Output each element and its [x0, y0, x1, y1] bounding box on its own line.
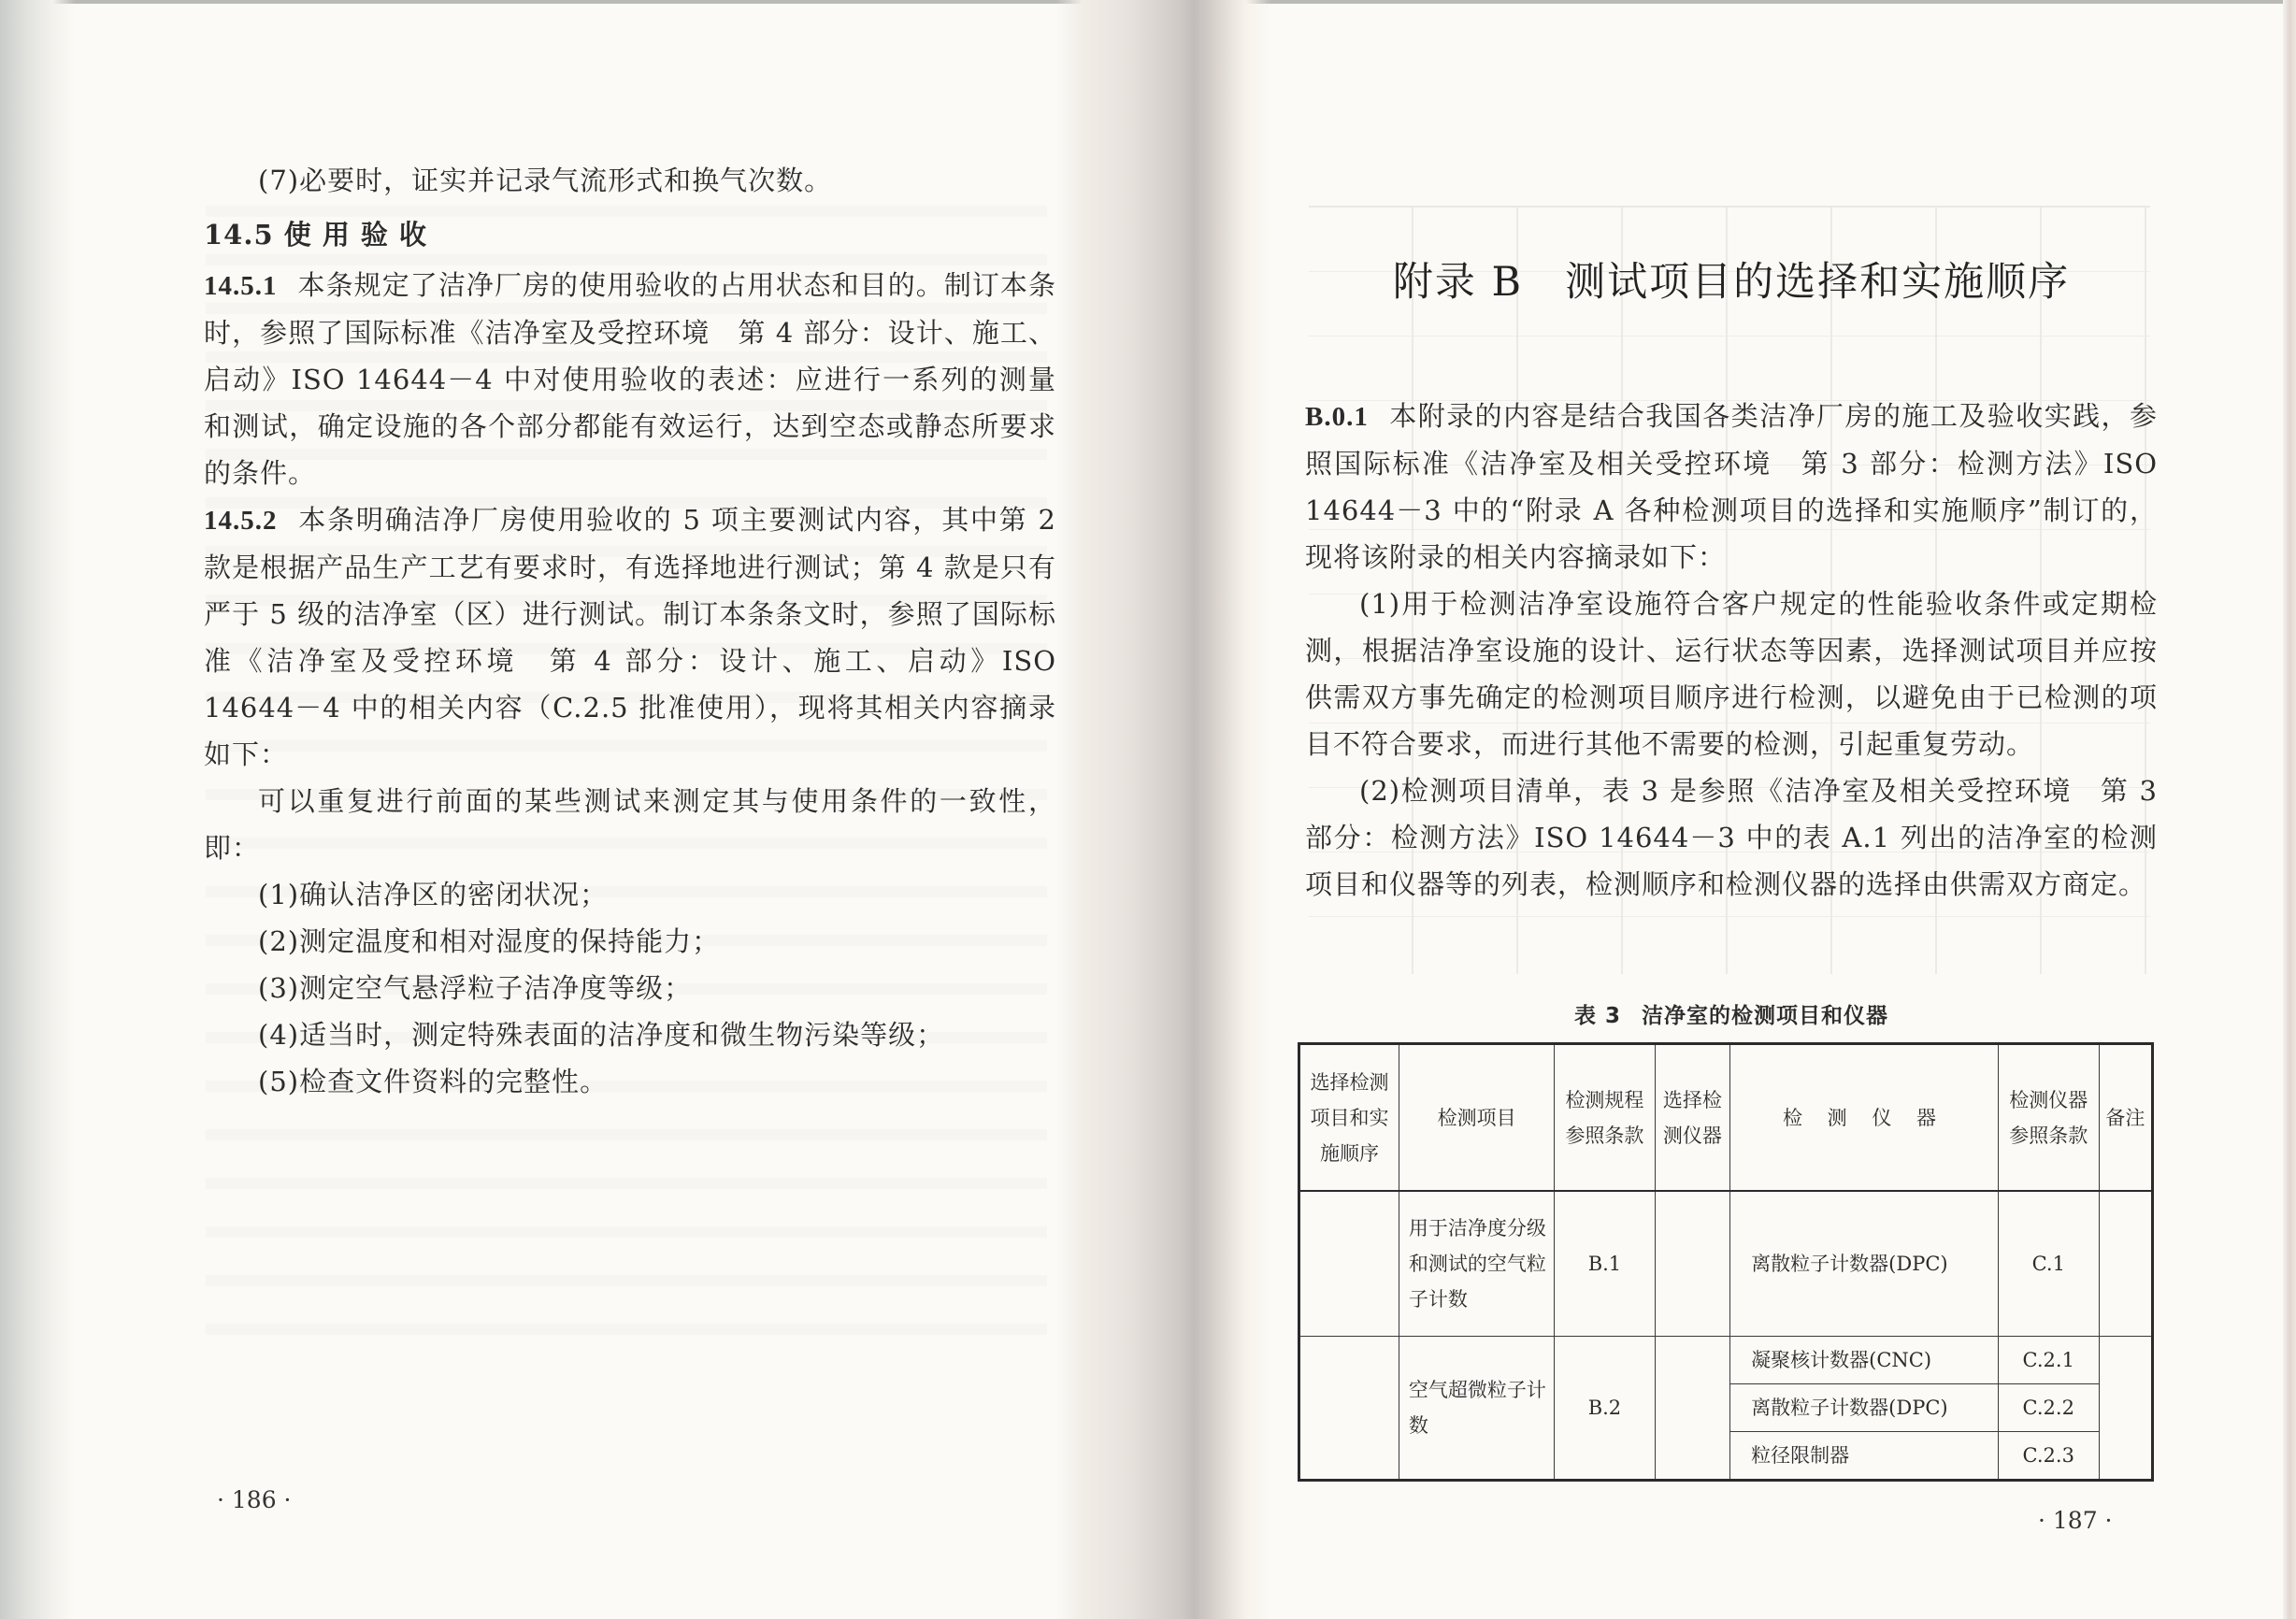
cell-instrument-ref: C.2.3 — [1998, 1432, 2099, 1481]
page-number-right: · 187 · — [2038, 1507, 2113, 1534]
cell-instrument-ref: C.1 — [1998, 1191, 2099, 1337]
table-number: 表 3 — [1573, 1004, 1621, 1028]
right-page-body — [1305, 393, 2158, 908]
cell-item: 空气超微粒子计数 — [1399, 1337, 1554, 1481]
list-item: (3)测定空气悬浮粒子洁净度等级； — [258, 972, 693, 1004]
cell-instrument: 凝聚核计数器(CNC) — [1730, 1337, 1999, 1384]
cell-item: 用于洁净度分级和测试的空气粒子计数 — [1399, 1191, 1554, 1337]
header-instrument-ref: 检测仪器参照条款 — [1998, 1044, 2099, 1192]
cell-procedure-ref: B.2 — [1555, 1337, 1655, 1481]
list-item: (2)测定温度和相对湿度的保持能力； — [258, 925, 721, 957]
header-select: 选择检测仪器 — [1655, 1044, 1730, 1192]
paragraph-2: (2)检测项目清单，表 3 是参照《洁净室及相关受控环境 第 3 部分：检测方法》ISO 14644－3 中的表 A.1 列出的洁净室的检测项目和仪器等的列表，检测顺序和检测仪器的选择由供需双方商定。 — [1305, 775, 2158, 900]
header-note: 备注 — [2099, 1044, 2152, 1192]
cell-order — [1299, 1191, 1399, 1337]
cell-instrument: 粒径限制器 — [1730, 1432, 1999, 1481]
list-item: (1)确认洁净区的密闭状况； — [258, 879, 609, 910]
paragraph-1: (1)用于检测洁净室设施符合客户规定的性能验收条件或定期检测，根据洁净室设施的设计、运行状态等因素，选择测试项目并应按供需双方事先确定的检测项目顺序进行检测，以避免由于已检测的项目不符合要求，而进行其他不需要的检测，引起重复劳动。 — [1305, 588, 2158, 760]
table-title: 洁净室的检测项目和仪器 — [1642, 1004, 1888, 1028]
list-item: (4)适当时，测定特殊表面的洁净度和微生物污染等级； — [258, 1019, 945, 1051]
cell-select — [1655, 1191, 1730, 1337]
cell-note — [2099, 1337, 2152, 1481]
cell-note — [2099, 1191, 2152, 1337]
clause-number: 14.5.1 — [204, 271, 278, 301]
cell-instrument-ref: C.2.2 — [1998, 1384, 2099, 1432]
clause-text: 本条明确洁净厂房使用验收的 5 项主要测试内容，其中第 2 款是根据产品生产工艺有要求时，有选择地进行测试；第 4 款是只有严于 5 级的洁净室（区）进行测试。制订本条条文时，参照了国际标准《洁净室及受控环境 第 4 部分：设计、施工、启动》ISO 14644－4 中的相关内容（C.2.5 批准使用），现将其相关内容摘录如下： — [204, 504, 1056, 770]
header-procedure-ref: 检测规程参照条款 — [1555, 1044, 1655, 1192]
table-header-row — [1299, 1044, 2153, 1192]
cell-select — [1655, 1337, 1730, 1481]
table-row — [1299, 1191, 2153, 1337]
excerpt-intro: 可以重复进行前面的某些测试来测定其与使用条件的一致性，即： — [204, 785, 1056, 864]
clause-number: B.0.1 — [1305, 402, 1369, 432]
clause-b-0-1 — [1305, 393, 2158, 580]
list-item: (5)检查文件资料的完整性。 — [258, 1066, 609, 1097]
table-row — [1299, 1337, 2153, 1384]
clause-text: 本条规定了洁净厂房的使用验收的占用状态和目的。制订本条时，参照了国际标准《洁净室及受控环境 第 4 部分：设计、施工、启动》ISO 14644－4 中对使用验收的表述：应进行一系列的测量和测试，确定设施的各个部分都能有效运行，达到空态或静态所要求的条件。 — [204, 269, 1056, 489]
cell-instrument: 离散粒子计数器(DPC) — [1730, 1191, 1999, 1337]
section-heading: 14.5 使 用 验 收 — [204, 219, 428, 251]
cell-order — [1299, 1337, 1399, 1481]
clause-text: 本附录的内容是结合我国各类洁净厂房的施工及验收实践，参照国际标准《洁净室及相关受控环境 第 3 部分：检测方法》ISO 14644－3 中的“附录 A 各种检测项目的选择和实施顺序”制订的，现将该附录的相关内容摘录如下： — [1305, 400, 2158, 573]
appendix-title: 附录 B 测试项目的选择和实施顺序 — [1392, 259, 2071, 306]
header-instrument: 检 测 仪 器 — [1730, 1044, 1999, 1192]
cell-instrument: 离散粒子计数器(DPC) — [1730, 1384, 1999, 1432]
list-item-7: (7)必要时，证实并记录气流形式和换气次数。 — [258, 165, 833, 196]
header-order: 选择检测项目和实施顺序 — [1299, 1044, 1399, 1192]
header-item: 检测项目 — [1399, 1044, 1554, 1192]
inspection-table — [1298, 1042, 2154, 1482]
table-caption — [1305, 998, 2158, 1029]
cell-procedure-ref: B.1 — [1555, 1191, 1655, 1337]
left-page-body — [204, 157, 1056, 1105]
clause-number: 14.5.2 — [204, 506, 278, 536]
clause-14-5-1 — [204, 262, 1056, 496]
page-number-left: · 186 · — [217, 1486, 292, 1513]
clause-14-5-2 — [204, 496, 1056, 778]
cell-instrument-ref: C.2.1 — [1998, 1337, 2099, 1384]
